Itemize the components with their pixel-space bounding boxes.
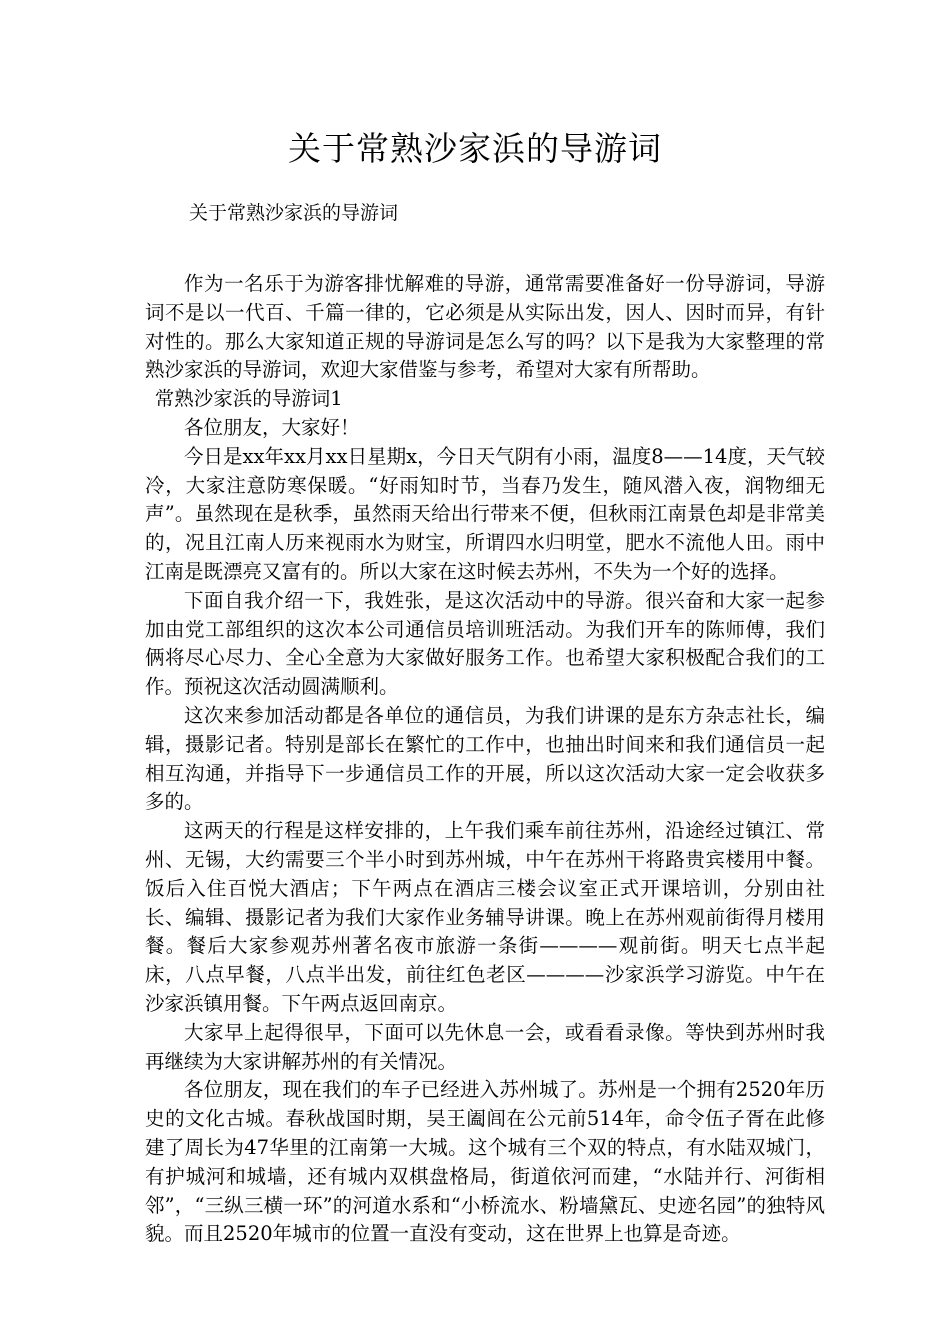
body-paragraph: 大家早上起得很早，下面可以先休息一会，或看看录像。等快到苏州时我再继续为大家讲解苏州的有关情况。 (145, 1020, 825, 1073)
body-paragraph: 今日是xx年xx月xx日星期x，今日天气阴有小雨，温度8——14度，天气较冷，大家注意防寒保暖。“好雨知时节，当春乃发生，随风潜入夜，润物细无声”。虽然现在是秋季，虽然雨天给出行带来不便，但秋雨江南景色却是非常美的，况且江南人历来视雨水为财宝，所谓四水归明堂，肥水不流他人田。雨中江南是既漂亮又富有的。所以大家在这时候去苏州，不失为一个好的选择。 (145, 444, 825, 583)
document-body (145, 270, 825, 1249)
document-subtitle: 关于常熟沙家浜的导游词 (189, 202, 399, 224)
greeting-paragraph: 各位朋友，大家好！ (184, 415, 360, 439)
body-paragraph: 这两天的行程是这样安排的，上午我们乘车前往苏州，沿途经过镇江、常州、无锡，大约需要三个半小时到苏州城，中午在苏州干将路贵宾楼用中餐。饭后入住百悦大酒店；下午两点在酒店三楼会议室正式开课培训，分别由社长、编辑、摄影记者为我们大家作业务辅导讲课。晚上在苏州观前街得月楼用餐。餐后大家参观苏州著名夜市旅游一条街————观前街。明天七点半起床，八点早餐，八点半出发，前往红色老区————沙家浜学习游览。中午在沙家浜镇用餐。下午两点返回南京。 (145, 819, 825, 1015)
section-heading: 常熟沙家浜的导游词1 (154, 387, 343, 411)
intro-paragraph: 作为一名乐于为游客排忧解难的导游，通常需要准备好一份导游词，导游词不是以一代百、千篇一律的，它必须是从实际出发，因人、因时而异，有针对性的。那么大家知道正规的导游词是怎么写的吗？以下是我为大家整理的常熟沙家浜的导游词，欢迎大家借鉴与参考，希望对大家有所帮助。 (145, 272, 825, 382)
body-paragraph: 这次来参加活动都是各单位的通信员，为我们讲课的是东方杂志社长，编辑，摄影记者。特别是部长在繁忙的工作中，也抽出时间来和我们通信员一起相互沟通，并指导下一步通信员工作的开展，所以这次活动大家一定会收获多多的。 (145, 703, 825, 814)
body-paragraph: 各位朋友，现在我们的车子已经进入苏州城了。苏州是一个拥有2520年历史的文化古城。春秋战国时期，吴王阖闾在公元前514年，命令伍子胥在此修建了周长为47华里的江南第一大城。这个城有三个双的特点，有水陆双城门，有护城河和城墙，还有城内双棋盘格局，街道依河而建，“水陆并行、河街相邻”，“三纵三横一环”的河道水系和“小桥流水、粉墙黛瓦、史迹名园”的独特风貌。而且2520年城市的位置一直没有变动，这在世界上也算是奇迹。 (145, 1078, 825, 1246)
document-title: 关于常熟沙家浜的导游词 (288, 129, 662, 168)
body-paragraph: 下面自我介绍一下，我姓张，是这次活动中的导游。很兴奋和大家一起参加由党工部组织的这次本公司通信员培训班活动。为我们开车的陈师傅，我们俩将尽心尽力、全心全意为大家做好服务工作。也希望大家积极配合我们的工作。预祝这次活动圆满顺利。 (145, 588, 825, 699)
